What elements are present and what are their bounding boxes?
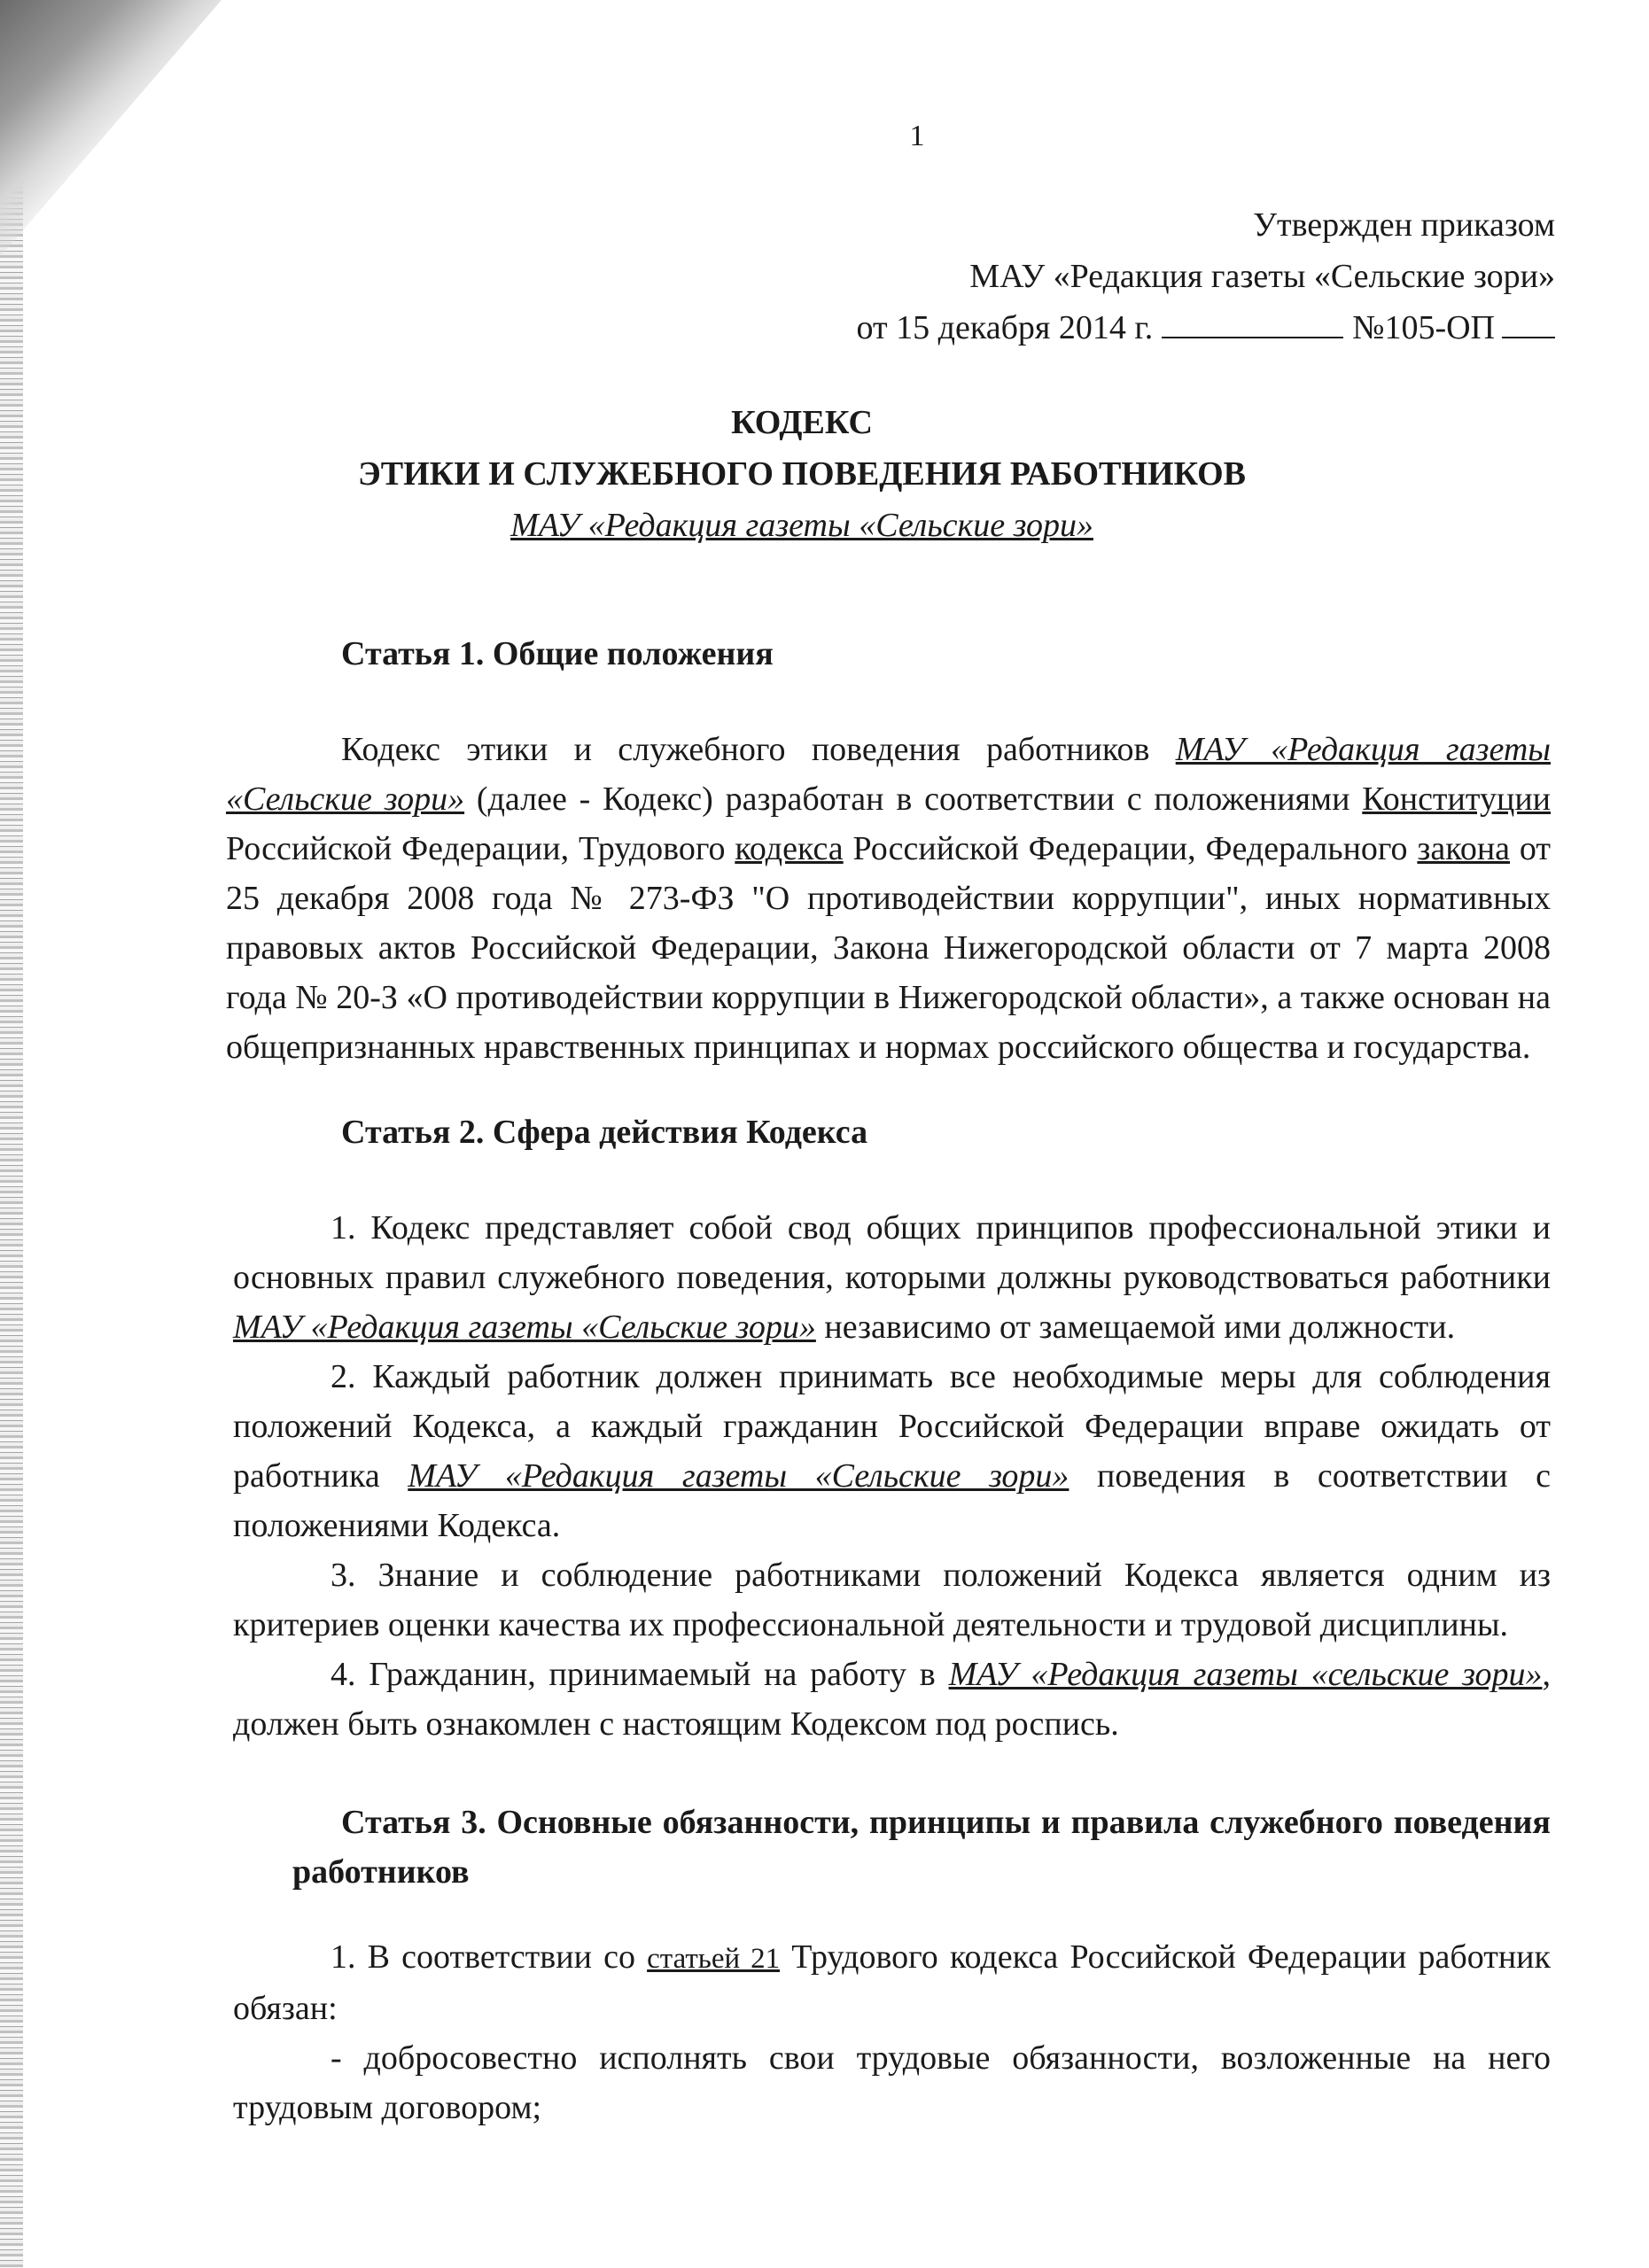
article-3-heading: Статья 3. Основные обязанности, принципы и правила служебного поведения работников xyxy=(292,1804,1551,1891)
title-line-2: ЭТИКИ И СЛУЖЕБНОГО ПОВЕДЕНИЯ РАБОТНИКОВ xyxy=(357,455,1247,493)
article-3-paragraph-2: - добросовестно исполнять свои трудовые обязанности, возложенные на него трудовым договором; xyxy=(233,2039,1551,2126)
approval-stamp xyxy=(857,199,1555,353)
link-labor-code[interactable]: кодекса xyxy=(735,830,844,867)
scan-edge-strip xyxy=(0,0,23,2268)
article-2-item-3: 3. Знание и соблюдение работниками положений Кодекса является одним из критериев оценки качества их профессиональной деятельности и трудовой дисциплины. xyxy=(233,1557,1551,1643)
document-body xyxy=(226,629,1551,2132)
link-federal-law[interactable]: закона xyxy=(1417,830,1511,867)
org-name: МАУ «Редакция газеты «Сельские зори» xyxy=(226,731,1552,818)
approval-line-1: Утвержден приказом xyxy=(1253,206,1555,244)
article-2-item-4: 4. Гражданин, принимаемый на работу в МАУ «Редакция газеты «сельские зори», должен быть ознакомлен с настоящим Кодексом под роспись. xyxy=(233,1656,1551,1743)
article-1-paragraph: Кодекс этики и служебного поведения работников МАУ «Редакция газеты «Сельские зори» (далее - Кодекс) разработан в соответствии с положениями Конституции Российской Федерации, Трудового кодекса Российской Федерации, Федерального закона от 25 декабря 2008 года № 273-ФЗ "О противодействии коррупции", иных нормативных правовых актов Российской Федерации, Закона Нижегородской области от 7 марта 2008 года № 20-З «О противодействии коррупции в Нижегородской области», а также основан на общепризнанных нравственных принципах и нормах российского общества и государства. xyxy=(226,731,1552,1066)
title-line-1: КОДЕКС xyxy=(731,404,873,441)
link-article-21[interactable]: статьей 21 xyxy=(647,1943,781,1975)
article-1-heading: Статья 1. Общие положения xyxy=(341,635,774,672)
document-page xyxy=(226,0,1555,2268)
signature-blank xyxy=(1162,337,1343,338)
approval-line-2: МАУ «Редакция газеты «Сельские зори» xyxy=(969,258,1555,295)
article-2-item-1: 1. Кодекс представляет собой свод общих принципов профессиональной этики и основных правил служебного поведения, которыми должны руководствоваться работники МАУ «Редакция газеты «Сельские зори» независимо от замещаемой ими должности. xyxy=(233,1209,1551,1346)
article-3-paragraph-1: 1. В соответствии со статьей 21 Трудового кодекса Российской Федерации работник обязан: xyxy=(233,1938,1551,2027)
title-line-3: МАУ «Редакция газеты «Сельские зори» xyxy=(510,507,1093,544)
approval-number: №105-ОП xyxy=(1352,309,1495,346)
approval-order-line xyxy=(857,302,1555,353)
article-2-item-2: 2. Каждый работник должен принимать все необходимые меры для соблюдения положений Кодекса, а каждый гражданин Российской Федерации вправе ожидать от работника МАУ «Редакция газеты «Сельские зори» поведения в соответствии с положениями Кодекса. xyxy=(233,1358,1551,1544)
link-constitution[interactable]: Конституции xyxy=(1362,781,1551,818)
number-blank xyxy=(1502,337,1555,338)
article-2-heading: Статья 2. Сфера действия Кодекса xyxy=(341,1114,868,1151)
org-name: МАУ «Редакция газеты «Сельские зори» xyxy=(408,1457,1070,1495)
org-name: МАУ «Редакция газеты «Сельские зори» xyxy=(233,1309,816,1346)
folded-corner xyxy=(0,0,222,257)
document-title xyxy=(226,397,1555,551)
page-number: 1 xyxy=(909,120,925,152)
approval-date: от 15 декабря 2014 г. xyxy=(856,309,1154,346)
org-name: МАУ «Редакция газеты «сельские зори» xyxy=(948,1656,1543,1693)
